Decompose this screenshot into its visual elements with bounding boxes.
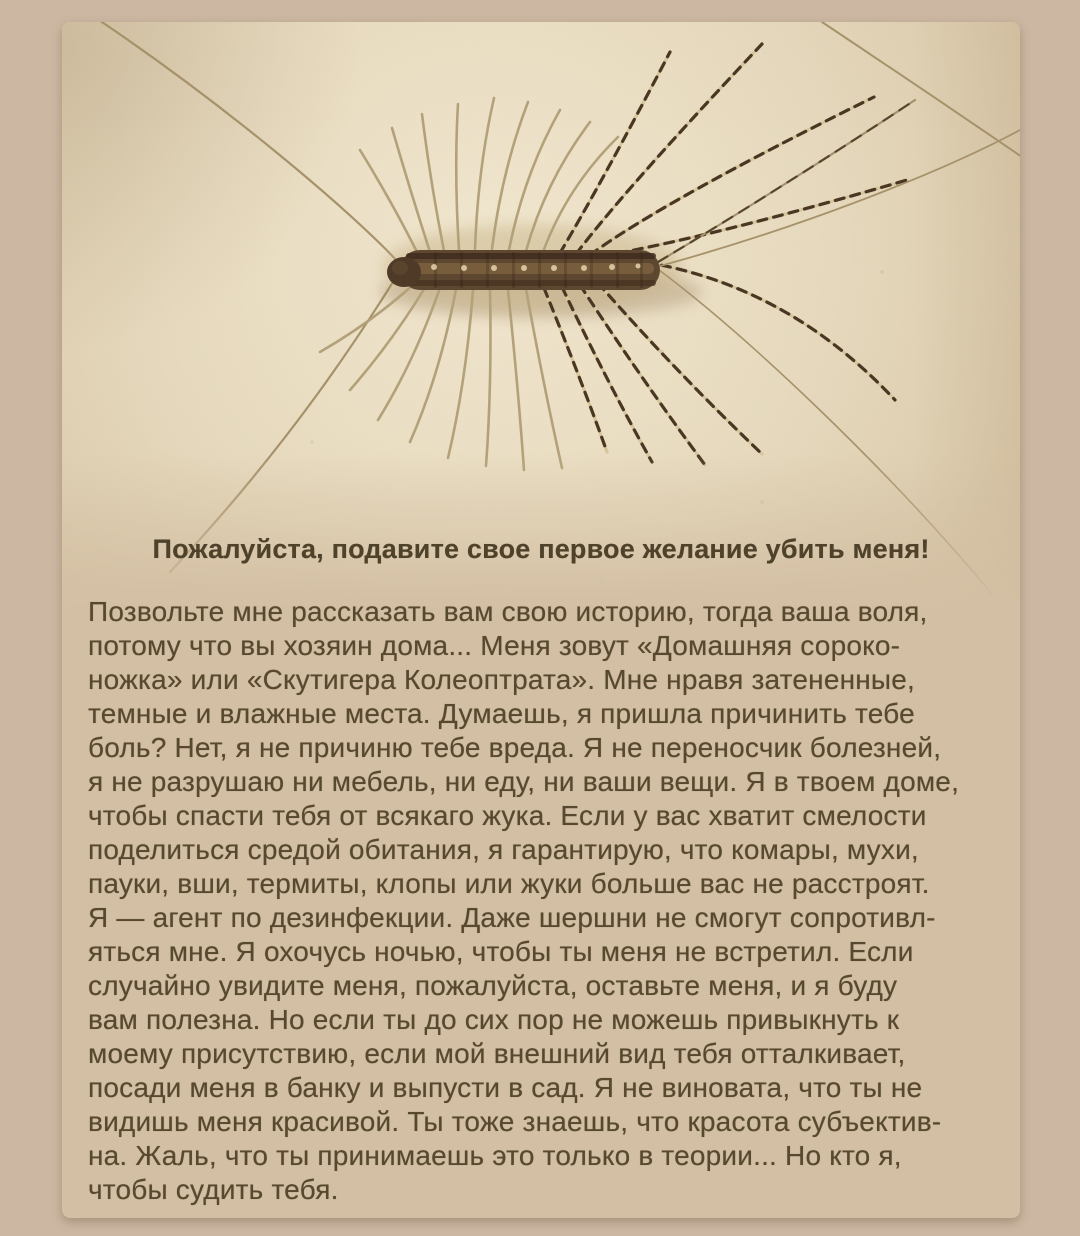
paragraph-line: чтобы судить тебя. bbox=[88, 1174, 339, 1205]
paragraph-line: вам полезна. Но если ты до сих пор не можешь привыкнуть к bbox=[88, 1004, 900, 1035]
paragraph-line: на. Жаль, что ты принимаешь это только в теории... Но кто я, bbox=[88, 1140, 902, 1171]
paragraph-line: ножка» или «Скутигера Колеоптрата». Мне нравя затененные, bbox=[88, 664, 915, 695]
paragraph-line: потому что вы хозяин дома... Меня зовут «Домашняя сороко- bbox=[88, 630, 901, 661]
post-title: Пожалуйста, подавите свое первое желание убить меня! bbox=[152, 534, 930, 564]
paragraph-line: моему присутствию, если мой внешний вид тебя отталкивает, bbox=[88, 1038, 906, 1069]
paragraph-line: чтобы спасти тебя от всякаго жука. Если у вас хватит смелости bbox=[88, 800, 927, 831]
paragraph-line: Я — агент по дезинфекции. Даже шершни не смогут сопротивл- bbox=[88, 902, 936, 933]
paragraph-line: посади меня в банку и выпусти в сад. Я не виновата, что ты не bbox=[88, 1072, 923, 1103]
paragraph-line: поделиться средой обитания, я гарантирую, что комары, мухи, bbox=[88, 834, 919, 865]
paragraph-line: пауки, вши, термиты, клопы или жуки больше вас не расстроят. bbox=[88, 868, 930, 899]
paragraph-line: яться мне. Я охочусь ночью, чтобы ты меня не встретил. Если bbox=[88, 936, 914, 967]
centipede-photo bbox=[62, 22, 1020, 622]
paragraph-line: Позвольте мне рассказать вам свою историю, тогда ваша воля, bbox=[88, 596, 928, 627]
post-card bbox=[62, 22, 1020, 1218]
centipede-body bbox=[387, 250, 660, 290]
paragraph-line: видишь меня красивой. Ты тоже знаешь, что красота субъектив- bbox=[88, 1106, 942, 1137]
paragraph-line: случайно увидите меня, пожалуйста, оставьте меня, и я буду bbox=[88, 970, 898, 1001]
paragraph-line: боль? Нет, я не причиню тебе вреда. Я не переносчик болезней, bbox=[88, 732, 942, 763]
paragraph-line: темные и влажные места. Думаешь, я пришла причинить тебе bbox=[88, 698, 915, 729]
post-body bbox=[88, 595, 1000, 1207]
paragraph-line: я не разрушаю ни мебель, ни еду, ни ваши вещи. Я в твоем доме, bbox=[88, 766, 960, 797]
